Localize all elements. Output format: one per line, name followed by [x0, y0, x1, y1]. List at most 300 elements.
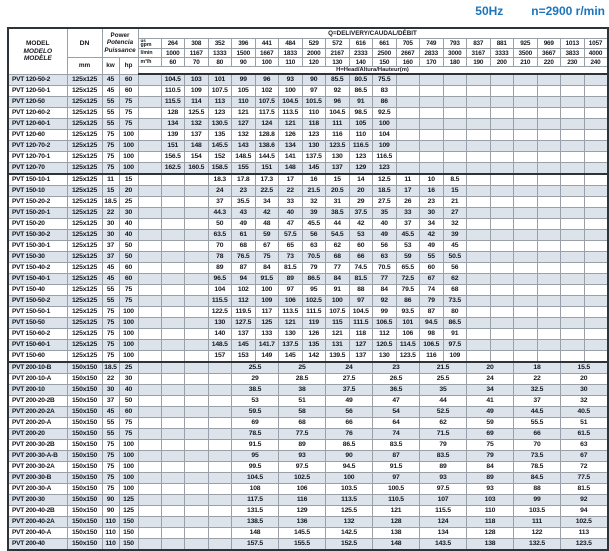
empty-cell	[537, 263, 561, 274]
table-row	[8, 141, 608, 152]
table-row	[8, 329, 608, 340]
empty-cell	[185, 451, 209, 462]
empty-cell	[514, 86, 538, 97]
dn-cell: 125x125	[67, 108, 102, 119]
head-value-cell: 137	[349, 351, 373, 363]
kw-cell: 45	[102, 407, 119, 418]
head-value-cell: 91.5	[373, 462, 420, 473]
table-row	[8, 484, 608, 495]
kw-cell: 75	[102, 152, 119, 163]
table-row	[8, 429, 608, 440]
model-cell: PVT 120-70-2	[8, 141, 67, 152]
head-value-cell: 123.5	[326, 141, 350, 152]
empty-cell	[514, 285, 538, 296]
head-value-cell: 34	[467, 385, 514, 396]
flow-value-header: 1500	[232, 49, 256, 58]
empty-cell	[490, 208, 514, 219]
head-value-cell: 104.5	[161, 74, 185, 86]
hp-cell: 100	[119, 307, 138, 318]
table-row	[8, 506, 608, 517]
head-value-cell: 44.5	[514, 407, 561, 418]
table-row	[8, 495, 608, 506]
head-value-cell: 148.5	[208, 340, 232, 351]
unit-gpm: gpm	[140, 42, 152, 48]
head-value-cell: 20.5	[326, 186, 350, 197]
unit-spacer-cell	[138, 351, 161, 363]
table-row	[8, 340, 608, 351]
unit-spacer-cell	[138, 274, 161, 285]
head-value-cell: 86.5	[349, 86, 373, 97]
empty-cell	[490, 219, 514, 230]
empty-cell	[161, 484, 185, 495]
head-value-cell: 52.5	[420, 407, 467, 418]
model-cell: PVT 120-50-2	[8, 74, 67, 86]
head-value-cell: 55	[420, 252, 444, 263]
table-row	[8, 418, 608, 429]
empty-cell	[537, 252, 561, 263]
empty-cell	[537, 163, 561, 175]
empty-cell	[185, 340, 209, 351]
head-value-cell: 51	[279, 396, 326, 407]
empty-cell	[584, 340, 608, 351]
head-value-cell: 137	[185, 130, 209, 141]
empty-cell	[514, 141, 538, 152]
flow-value-header: 529	[302, 39, 326, 49]
empty-cell	[584, 285, 608, 296]
head-value-cell: 130	[208, 318, 232, 329]
kw-cell: 110	[102, 539, 119, 551]
empty-cell	[467, 329, 491, 340]
empty-cell	[561, 197, 585, 208]
delivery-title: Q=DELIVERY/CAUDAL/DÉBIT	[138, 28, 608, 39]
model-cell: PVT 150-10-1	[8, 174, 67, 186]
unit-spacer-cell	[138, 517, 161, 528]
head-value-cell: 16	[420, 186, 444, 197]
unit-spacer-cell	[138, 451, 161, 462]
head-value-cell: 127	[349, 340, 373, 351]
head-value-cell: 100	[326, 473, 373, 484]
empty-cell	[537, 285, 561, 296]
empty-cell	[537, 296, 561, 307]
head-value-cell: 130	[373, 351, 397, 363]
hp-cell: 100	[119, 451, 138, 462]
head-value-cell: 92.5	[373, 108, 397, 119]
model-cell: PVT 200-10	[8, 385, 67, 396]
head-value-cell: 49	[326, 396, 373, 407]
empty-cell	[208, 462, 232, 473]
head-value-cell: 102	[232, 285, 256, 296]
empty-cell	[584, 263, 608, 274]
head-value-cell: 74	[373, 429, 420, 440]
head-value-cell: 152	[208, 152, 232, 163]
empty-cell	[185, 495, 209, 506]
head-value-cell: 90	[302, 74, 326, 86]
empty-cell	[185, 351, 209, 363]
head-value-cell: 158.5	[208, 163, 232, 175]
unit-spacer-cell	[138, 418, 161, 429]
head-value-cell: 123.5	[561, 539, 608, 551]
empty-cell	[514, 340, 538, 351]
head-value-cell: 35	[373, 208, 397, 219]
head-value-cell: 115	[326, 318, 350, 329]
empty-cell	[537, 197, 561, 208]
head-value-cell: 104	[208, 285, 232, 296]
empty-cell	[490, 241, 514, 252]
table-row	[8, 186, 608, 197]
empty-cell	[561, 329, 585, 340]
head-value-cell: 66	[326, 418, 373, 429]
head-value-cell: 44	[326, 219, 350, 230]
head-value-cell: 157.5	[232, 539, 279, 551]
head-value-cell: 106	[396, 329, 420, 340]
model-cell: PVT 150-20-2	[8, 197, 67, 208]
head-value-cell: 25.5	[420, 374, 467, 385]
flow-value-header: 441	[255, 39, 279, 49]
empty-cell	[537, 130, 561, 141]
flow-value-header: 100	[255, 58, 279, 67]
empty-cell	[467, 174, 491, 186]
head-value-cell: 74.5	[349, 263, 373, 274]
kw-cell: 55	[102, 429, 119, 440]
flow-value-header: 1333	[208, 49, 232, 58]
head-value-cell: 102.5	[561, 517, 608, 528]
empty-cell	[467, 285, 491, 296]
model-cell: PVT 200-10-A	[8, 374, 67, 385]
table-row	[8, 86, 608, 97]
head-value-cell: 124	[255, 119, 279, 130]
kw-cell: 11	[102, 174, 119, 186]
empty-cell	[584, 174, 608, 186]
power-column-header	[102, 28, 138, 58]
empty-cell	[537, 307, 561, 318]
empty-cell	[490, 108, 514, 119]
head-value-cell: 121	[232, 108, 256, 119]
empty-cell	[514, 351, 538, 363]
empty-cell	[561, 274, 585, 285]
head-value-cell: 22	[514, 374, 561, 385]
dn-cell: 150x150	[67, 539, 102, 551]
table-row	[8, 241, 608, 252]
kw-cell: 55	[102, 418, 119, 429]
head-value-cell: 129	[349, 163, 373, 175]
kw-cell: 75	[102, 340, 119, 351]
head-value-cell: 117.5	[232, 495, 279, 506]
flow-value-header: 240	[584, 58, 608, 67]
head-value-cell: 93	[279, 451, 326, 462]
model-cell: PVT 150-50-2	[8, 296, 67, 307]
model-cell: PVT 200-20	[8, 429, 67, 440]
head-value-cell: 98	[420, 329, 444, 340]
empty-cell	[490, 74, 514, 86]
flow-value-header: 572	[326, 39, 350, 49]
head-value-cell: 22	[279, 186, 303, 197]
head-title: H=Head/Altura/Hauteur(m)	[138, 67, 608, 75]
dn-cell: 125x125	[67, 130, 102, 141]
empty-cell	[561, 186, 585, 197]
head-value-cell: 17.3	[255, 174, 279, 186]
flow-value-header: 2667	[396, 49, 420, 58]
empty-cell	[396, 119, 420, 130]
empty-cell	[185, 307, 209, 318]
dn-cell: 150x150	[67, 484, 102, 495]
kw-cell: 45	[102, 274, 119, 285]
dn-cell: 125x125	[67, 86, 102, 97]
dn-cell: 150x150	[67, 451, 102, 462]
unit-spacer-cell	[138, 208, 161, 219]
empty-cell	[420, 130, 444, 141]
flow-value-header: 110	[279, 58, 303, 67]
head-value-cell: 87	[420, 307, 444, 318]
empty-cell	[584, 130, 608, 141]
head-value-cell: 24	[208, 186, 232, 197]
empty-cell	[584, 219, 608, 230]
empty-cell	[185, 263, 209, 274]
dn-cell: 150x150	[67, 429, 102, 440]
head-value-cell: 155.5	[279, 539, 326, 551]
hp-cell: 75	[119, 296, 138, 307]
dn-column-header: DN	[67, 28, 102, 58]
head-value-cell: 145.5	[279, 528, 326, 539]
table-row	[8, 385, 608, 396]
head-value-cell: 120.5	[373, 340, 397, 351]
head-value-cell: 70.5	[373, 263, 397, 274]
flow-value-header: 352	[208, 39, 232, 49]
empty-cell	[584, 152, 608, 163]
head-value-cell: 138	[373, 528, 420, 539]
head-value-cell: 126	[279, 130, 303, 141]
head-value-cell: 145	[232, 340, 256, 351]
model-cell: PVT 150-30-2	[8, 230, 67, 241]
head-value-cell: 78	[208, 252, 232, 263]
empty-cell	[514, 208, 538, 219]
empty-cell	[490, 230, 514, 241]
head-value-cell: 25	[279, 362, 326, 374]
empty-cell	[514, 74, 538, 86]
head-value-cell: 67	[420, 274, 444, 285]
dn-cell: 125x125	[67, 208, 102, 219]
empty-cell	[161, 340, 185, 351]
empty-cell	[161, 208, 185, 219]
head-value-cell: 123.5	[396, 351, 420, 363]
empty-cell	[396, 141, 420, 152]
empty-cell	[584, 97, 608, 108]
head-value-cell: 24	[326, 362, 373, 374]
empty-cell	[443, 86, 467, 97]
empty-cell	[490, 119, 514, 130]
head-value-cell: 132.5	[514, 539, 561, 551]
head-value-cell: 47	[373, 396, 420, 407]
head-value-cell: 34	[420, 219, 444, 230]
head-value-cell: 63	[373, 252, 397, 263]
head-value-cell: 78.5	[232, 429, 279, 440]
head-value-cell: 140	[208, 329, 232, 340]
empty-cell	[185, 362, 209, 374]
head-value-cell: 49	[420, 241, 444, 252]
head-value-cell: 59.5	[232, 407, 279, 418]
power-label-fr: Puissance	[104, 46, 136, 54]
empty-cell	[584, 252, 608, 263]
head-value-cell: 135	[208, 130, 232, 141]
head-value-cell: 127.5	[232, 318, 256, 329]
empty-cell	[467, 230, 491, 241]
model-cell: PVT 150-30	[8, 252, 67, 263]
table-header	[8, 28, 608, 74]
head-value-cell: 18.5	[373, 186, 397, 197]
head-value-cell: 91	[349, 97, 373, 108]
unit-spacer-cell	[138, 407, 161, 418]
dn-cell: 125x125	[67, 285, 102, 296]
head-value-cell: 113	[208, 97, 232, 108]
empty-cell	[467, 119, 491, 130]
hp-cell: 100	[119, 329, 138, 340]
head-value-cell: 81.5	[279, 263, 303, 274]
empty-cell	[584, 86, 608, 97]
head-value-cell: 145	[302, 163, 326, 175]
empty-cell	[561, 208, 585, 219]
empty-cell	[185, 197, 209, 208]
head-value-cell: 118	[467, 517, 514, 528]
dn-cell: 125x125	[67, 97, 102, 108]
dn-cell: 125x125	[67, 174, 102, 186]
hp-cell: 100	[119, 473, 138, 484]
head-value-cell: 40.5	[561, 407, 608, 418]
head-value-cell: 100	[326, 296, 350, 307]
head-value-cell: 47	[279, 219, 303, 230]
empty-cell	[185, 385, 209, 396]
head-value-cell: 23	[420, 197, 444, 208]
flow-value-header: 308	[185, 39, 209, 49]
flow-value-header: 90	[232, 58, 256, 67]
empty-cell	[490, 329, 514, 340]
flow-value-header: 1167	[185, 49, 209, 58]
head-value-cell: 98.5	[349, 108, 373, 119]
empty-cell	[514, 97, 538, 108]
model-cell: PVT 200-40-2A	[8, 517, 67, 528]
empty-cell	[537, 208, 561, 219]
empty-cell	[161, 219, 185, 230]
flow-value-header: 70	[185, 58, 209, 67]
empty-cell	[514, 219, 538, 230]
head-value-cell: 87	[232, 263, 256, 274]
head-value-cell: 91.5	[232, 440, 279, 451]
empty-cell	[514, 318, 538, 329]
head-value-cell: 68	[232, 241, 256, 252]
head-value-cell: 63	[561, 440, 608, 451]
empty-cell	[161, 517, 185, 528]
head-value-cell: 45.5	[302, 219, 326, 230]
empty-cell	[514, 108, 538, 119]
head-value-cell: 104	[373, 130, 397, 141]
speed-frequency-line	[475, 4, 605, 18]
dn-cell: 150x150	[67, 440, 102, 451]
head-value-cell: 122.5	[208, 307, 232, 318]
head-value-cell: 142	[302, 351, 326, 363]
head-value-cell: 37.5	[349, 208, 373, 219]
empty-cell	[161, 451, 185, 462]
head-value-cell: 21.5	[420, 362, 467, 374]
empty-cell	[467, 97, 491, 108]
kw-cell: 45	[102, 74, 119, 86]
flow-value-header: 120	[302, 58, 326, 67]
head-value-cell: 92	[373, 296, 397, 307]
head-value-cell: 76	[326, 429, 373, 440]
empty-cell	[514, 252, 538, 263]
dn-cell: 150x150	[67, 396, 102, 407]
head-value-cell: 134	[420, 528, 467, 539]
model-label-es: MODELO	[23, 47, 53, 55]
empty-cell	[396, 74, 420, 86]
head-value-cell: 56	[373, 241, 397, 252]
dn-cell: 125x125	[67, 241, 102, 252]
empty-cell	[561, 152, 585, 163]
head-value-cell: 107	[420, 495, 467, 506]
empty-cell	[185, 285, 209, 296]
head-value-cell: 89	[279, 440, 326, 451]
head-value-cell: 58	[279, 407, 326, 418]
head-value-cell: 104.5	[326, 108, 350, 119]
head-value-cell: 20	[349, 186, 373, 197]
dn-cell: 125x125	[67, 329, 102, 340]
empty-cell	[161, 407, 185, 418]
unit-spacer-cell	[138, 141, 161, 152]
hp-cell: 100	[119, 163, 138, 175]
flow-value-header: 1833	[279, 49, 303, 58]
flow-value-header: 2000	[302, 49, 326, 58]
head-value-cell: 77	[326, 263, 350, 274]
head-value-cell: 62	[443, 274, 467, 285]
empty-cell	[467, 141, 491, 152]
head-value-cell: 107.5	[208, 86, 232, 97]
hp-cell: 30	[119, 374, 138, 385]
head-value-cell: 137.5	[279, 340, 303, 351]
unit-spacer-cell	[138, 241, 161, 252]
head-value-cell: 121	[279, 119, 303, 130]
head-value-cell: 100	[255, 285, 279, 296]
head-value-cell: 116	[420, 351, 444, 363]
head-value-cell: 15	[443, 186, 467, 197]
flow-value-header: 130	[326, 58, 350, 67]
head-value-cell: 110	[349, 130, 373, 141]
head-value-cell: 125.5	[326, 506, 373, 517]
empty-cell	[537, 329, 561, 340]
head-value-cell: 62	[420, 418, 467, 429]
head-value-cell: 117.5	[255, 108, 279, 119]
head-value-cell: 79	[420, 296, 444, 307]
table-row	[8, 285, 608, 296]
table-row	[8, 407, 608, 418]
empty-cell	[467, 274, 491, 285]
flow-value-header: 881	[490, 39, 514, 49]
empty-cell	[161, 385, 185, 396]
empty-cell	[161, 528, 185, 539]
hp-cell: 150	[119, 528, 138, 539]
empty-cell	[537, 119, 561, 130]
head-value-cell: 115.5	[161, 97, 185, 108]
empty-cell	[443, 130, 467, 141]
dn-cell: 125x125	[67, 318, 102, 329]
empty-cell	[537, 186, 561, 197]
flow-value-header: 793	[443, 39, 467, 49]
empty-cell	[396, 152, 420, 163]
head-value-cell: 68	[443, 285, 467, 296]
table-row	[8, 97, 608, 108]
head-value-cell: 51	[561, 418, 608, 429]
model-cell: PVT 150-60-1	[8, 340, 67, 351]
head-value-cell: 99	[373, 307, 397, 318]
table-row	[8, 108, 608, 119]
table-row	[8, 318, 608, 329]
dn-cell: 125x125	[67, 141, 102, 152]
